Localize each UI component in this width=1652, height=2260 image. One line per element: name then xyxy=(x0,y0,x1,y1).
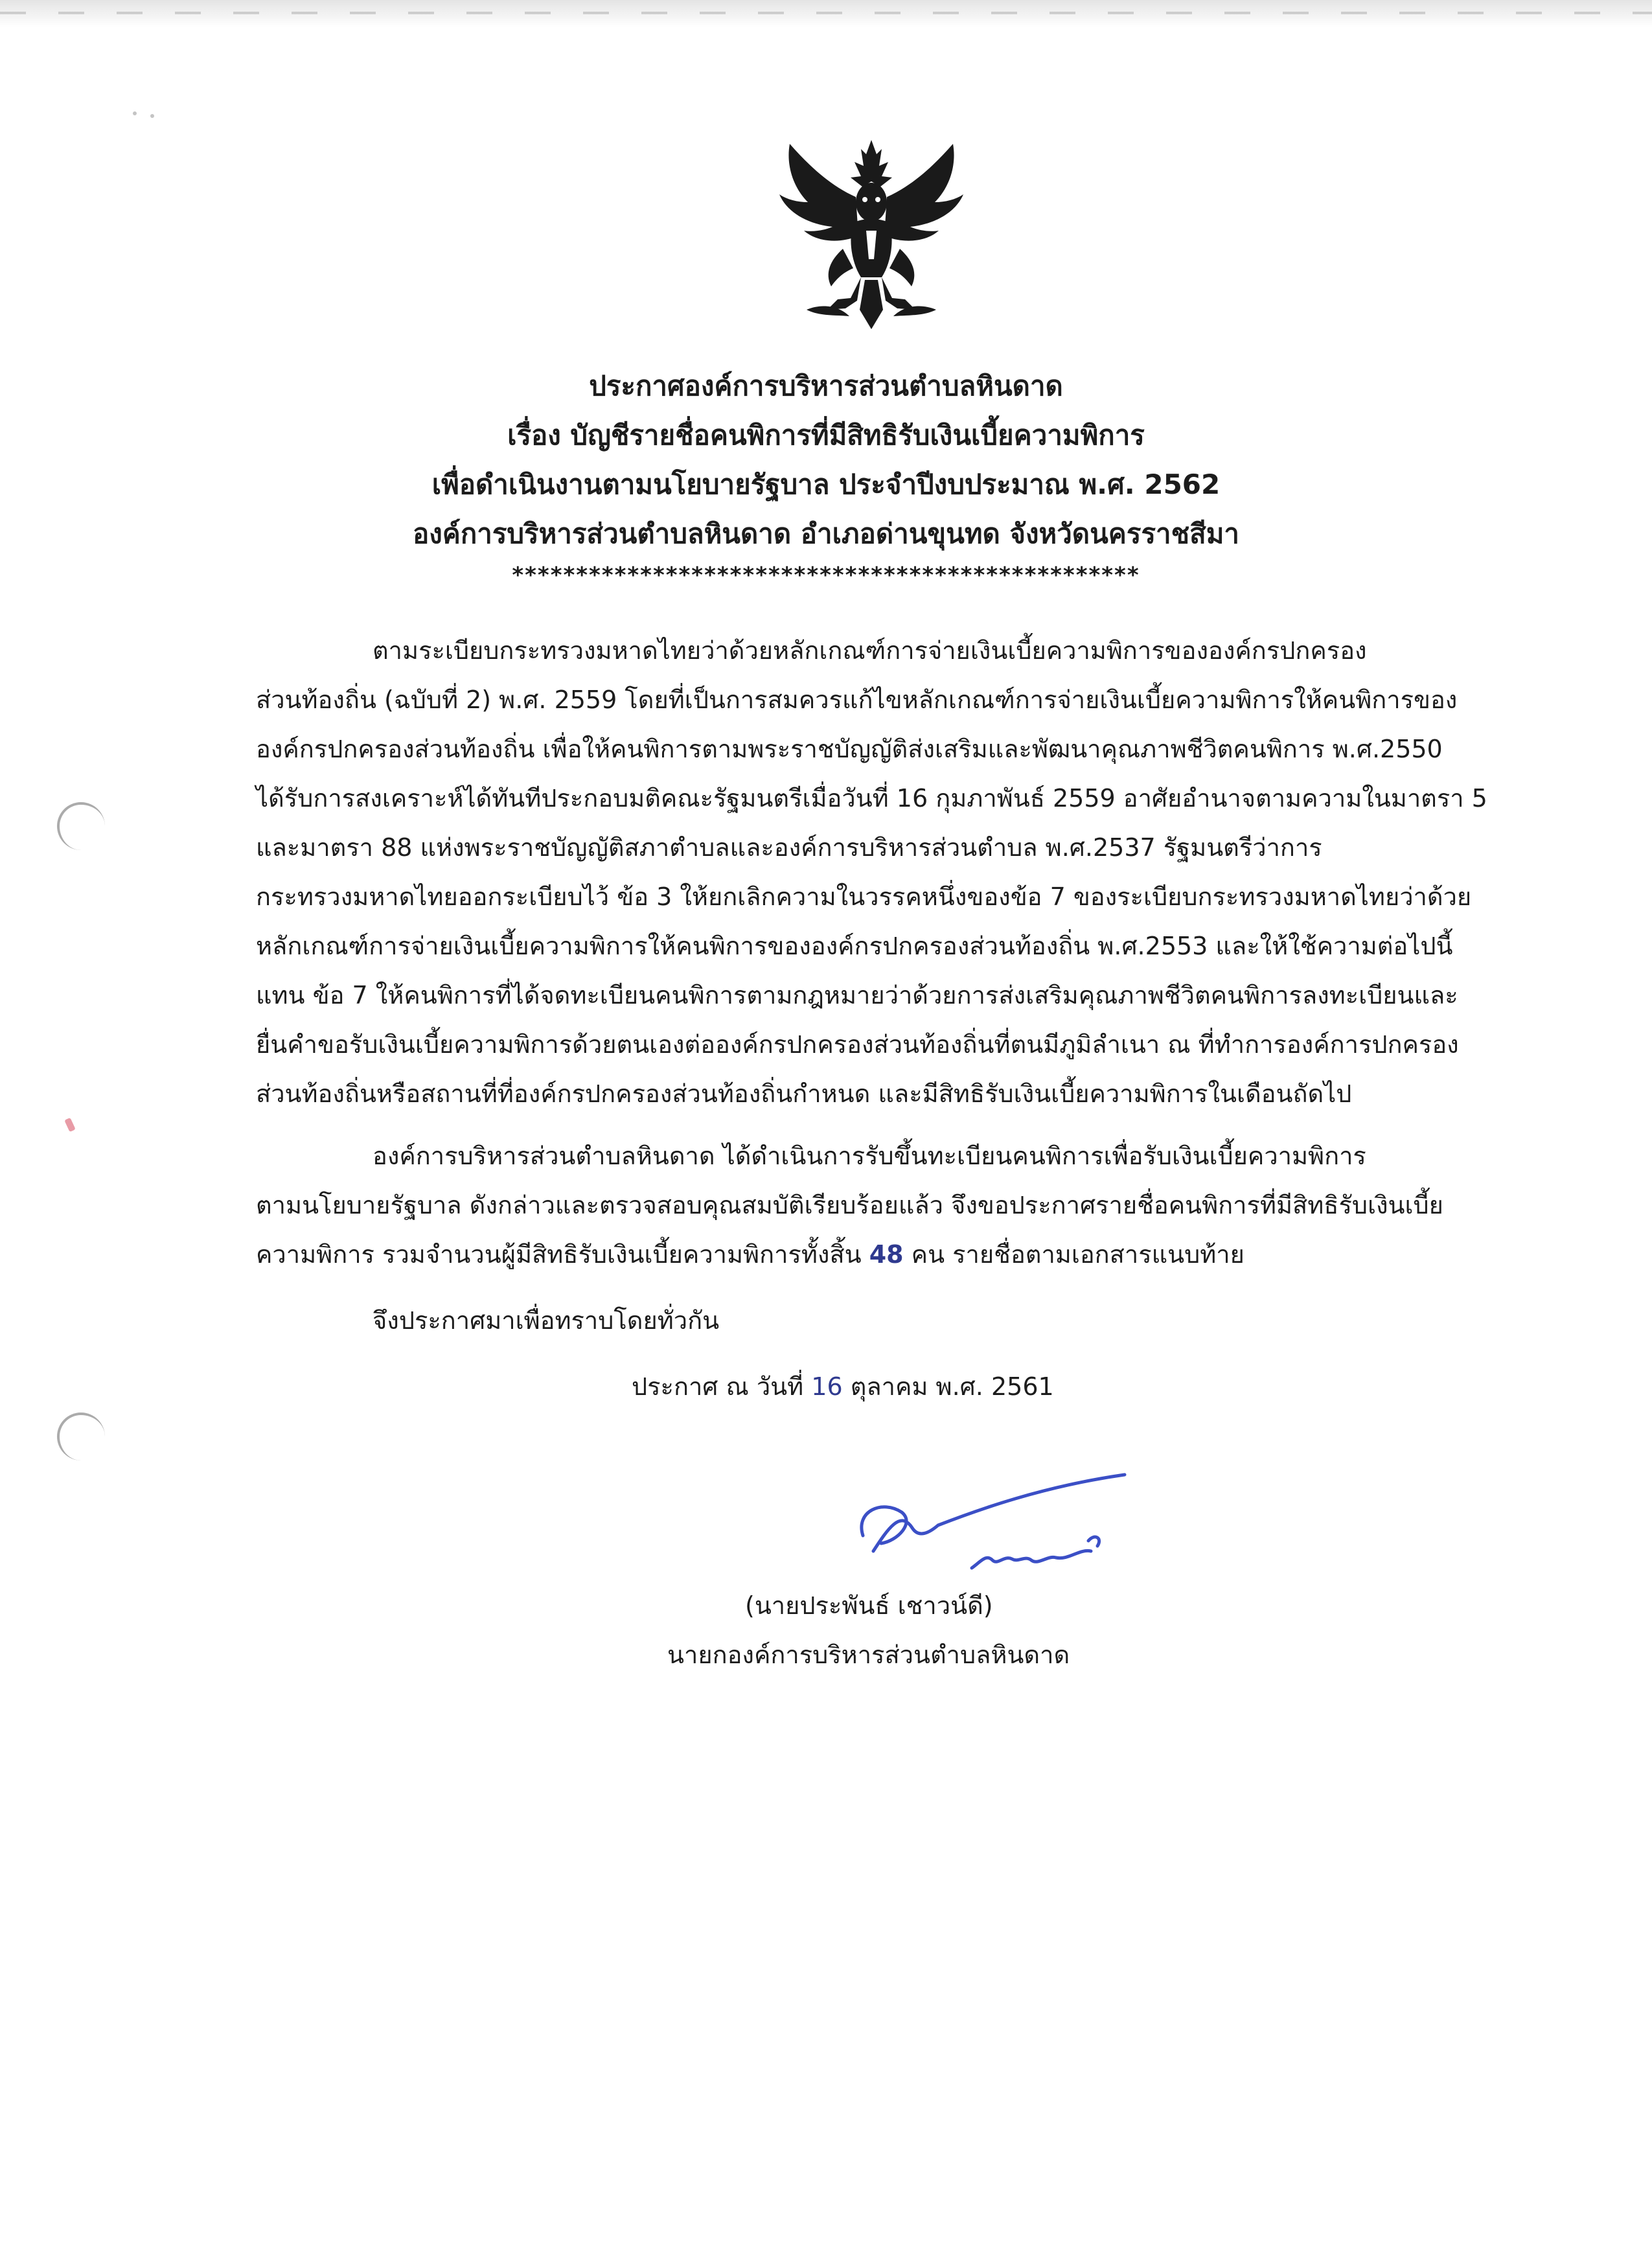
paragraph1-line: ส่วนท้องถิ่นหรือสถานที่ที่องค์กรปกครองส่วนท้องถิ่นกำหนด และมีสิทธิรับเงินเบี้ยความพิการในเดือนถัดไป xyxy=(256,1079,1352,1108)
paragraph1-line: กระทรวงมหาดไทยออกระเบียบไว้ ข้อ 3 ให้ยกเลิกความในวรรคหนึ่งของข้อ 7 ของระเบียบกระทรวงมหาดไทยว่าด้วย xyxy=(256,882,1472,911)
pen-mark xyxy=(64,1118,76,1132)
closing-statement: จึงประกาศมาเพื่อทราบโดยทั่วกัน xyxy=(373,1306,720,1335)
signer-title: นายกองค์การบริหารส่วนตำบลหินดาด xyxy=(667,1641,1070,1669)
title-separator: ************************************************* xyxy=(512,562,1140,588)
punch-hole xyxy=(57,1412,105,1460)
punch-hole xyxy=(57,802,105,850)
paragraph1-line: แทน ข้อ 7 ให้คนพิการที่ได้จดทะเบียนคนพิการตามกฎหมายว่าด้วยการส่งเสริมคุณภาพชีวิตคนพิการลงทะเบียนและ xyxy=(256,981,1458,1009)
paragraph1-line: หลักเกณฑ์การจ่ายเงินเบี้ยความพิการให้คนพิการขององค์กรปกครองส่วนท้องถิ่น พ.ศ.2553 และให้ใช้ความต่อไปนี้ xyxy=(256,932,1453,960)
paragraph1-line: ตามระเบียบกระทรวงมหาดไทยว่าด้วยหลักเกณฑ์การจ่ายเงินเบี้ยความพิการขององค์กรปกครอง xyxy=(373,636,1367,665)
paragraph1-line: ได้รับการสงเคราะห์ได้ทันทีประกอบมติคณะรัฐมนตรีเมื่อวันที่ 16 กุมภาพันธ์ 2559 อาศัยอำนาจตามความในมาตรา 5 xyxy=(256,784,1487,813)
paragraph1-line: ยื่นคำขอรับเงินเบี้ยความพิการด้วยตนเองต่อองค์กรปกครองส่วนท้องถิ่นที่ตนมีภูมิลำเนา ณ ที่ทำการองค์การปกครอง xyxy=(256,1030,1459,1059)
scan-speck xyxy=(133,111,137,115)
garuda-emblem-icon xyxy=(768,140,975,334)
paragraph2-text-after: คน รายชื่อตามเอกสารแนบท้าย xyxy=(903,1240,1245,1269)
scan-speck xyxy=(150,114,154,118)
title-line-3: เพื่อดำเนินงานตามนโยบายรัฐบาล ประจำปีงบประมาณ พ.ศ. 2562 xyxy=(431,468,1221,500)
paragraph2-text-before: ความพิการ รวมจำนวนผู้มีสิทธิรับเงินเบี้ยความพิการทั้งสิ้น xyxy=(256,1240,869,1269)
title-line-2: เรื่อง บัญชีรายชื่อคนพิการที่มีสิทธิรับเงินเบี้ยความพิการ xyxy=(507,419,1145,451)
paragraph2-last-line xyxy=(256,1236,1245,1273)
signer-name: (นายประพันธ์ เชาวน์ดี) xyxy=(745,1591,993,1620)
paragraph1-line: ส่วนท้องถิ่น (ฉบับที่ 2) พ.ศ. 2559 โดยที่เป็นการสมควรแก้ไขหลักเกณฑ์การจ่ายเงินเบี้ยความพิการให้คนพิการของ xyxy=(256,686,1458,714)
paragraph1-line: องค์กรปกครองส่วนท้องถิ่น เพื่อให้คนพิการตามพระราชบัญญัติส่งเสริมและพัฒนาคุณภาพชีวิตคนพิการ พ.ศ.2550 xyxy=(256,735,1443,763)
handwritten-count: 48 xyxy=(869,1240,904,1269)
scan-bleed-line xyxy=(0,12,1652,14)
date-text-after: ตุลาคม พ.ศ. 2561 xyxy=(842,1372,1054,1401)
date-text-before: ประกาศ ณ วันที่ xyxy=(632,1372,812,1401)
handwritten-signature xyxy=(842,1471,1140,1581)
announcement-date xyxy=(632,1368,1054,1405)
paragraph2-line: องค์การบริหารส่วนตำบลหินดาด ได้ดำเนินการรับขึ้นทะเบียนคนพิการเพื่อรับเงินเบี้ยความพิการ xyxy=(373,1142,1366,1170)
title-line-4: องค์การบริหารส่วนตำบลหินดาด อำเภอด่านขุนทด จังหวัดนครราชสีมา xyxy=(412,518,1240,549)
handwritten-day: 16 xyxy=(811,1372,843,1401)
title-line-1: ประกาศองค์การบริหารส่วนตำบลหินดาด xyxy=(589,370,1063,402)
paragraph1-line: และมาตรา 88 แห่งพระราชบัญญัติสภาตำบลและองค์การบริหารส่วนตำบล พ.ศ.2537 รัฐมนตรีว่าการ xyxy=(256,833,1322,862)
paragraph2-line: ตามนโยบายรัฐบาล ดังกล่าวและตรวจสอบคุณสมบัติเรียบร้อยแล้ว จึงขอประกาศรายชื่อคนพิการที่มีสิทธิรับเงินเบี้ย xyxy=(256,1191,1443,1219)
